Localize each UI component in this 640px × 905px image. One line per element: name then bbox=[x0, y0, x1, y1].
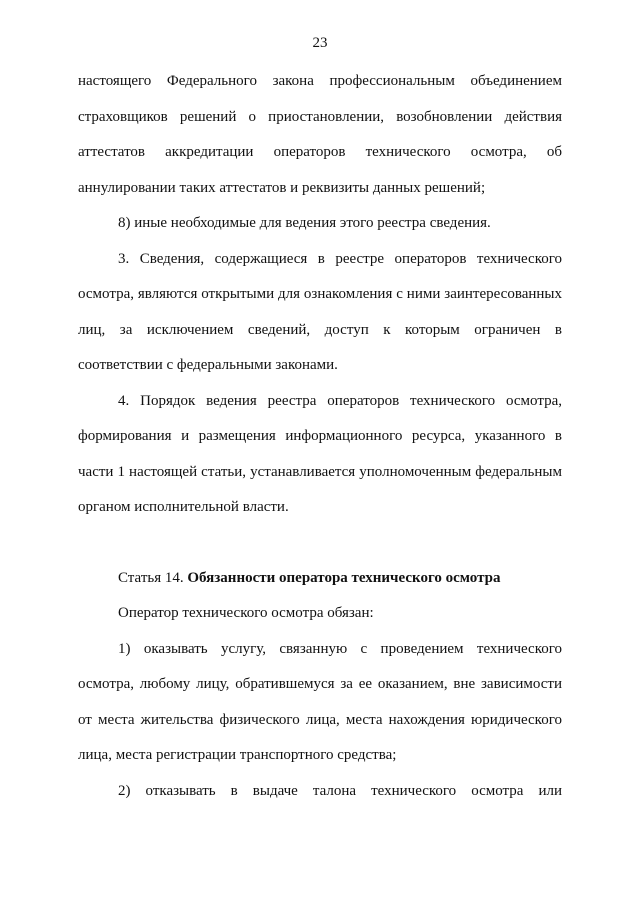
paragraph-item-8: 8) иные необходимые для ведения этого реестра сведения. bbox=[118, 215, 491, 231]
article-intro: Оператор технического осмотра обязан: bbox=[118, 605, 374, 621]
article-item-1: 1) оказывать услугу, связанную с проведением технического осмотра, любому лицу, обратившемуся за ее оказанием, вне зависимости от места жительства физического лица, места нахождения юридического лица, места регистрации транспортного средства; bbox=[78, 640, 562, 763]
article-title: Обязанности оператора технического осмотра bbox=[187, 569, 501, 586]
page-number: 23 bbox=[312, 35, 328, 51]
paragraph-continuation: настоящего Федерального закона профессиональным объединением страховщиков решений о приостановлении, возобновлении действия аттестатов аккредитации операторов технического осмотра, об аннулировании таких аттестатов и реквизиты данных решений; bbox=[78, 73, 562, 196]
document-body bbox=[78, 64, 562, 809]
article-item-2: 2) отказывать в выдаче талона технического осмотра или bbox=[118, 782, 562, 799]
paragraph-section-4: 4. Порядок ведения реестра операторов технического осмотра, формирования и размещения информационного ресурса, указанного в части 1 настоящей статьи, устанавливается уполномоченным федеральным органом исполнительной власти. bbox=[78, 392, 562, 515]
paragraph-section-3: 3. Сведения, содержащиеся в реестре операторов технического осмотра, являются открытыми для ознакомления с ними заинтересованных лиц, за исключением сведений, доступ к которым ограничен в соответствии с федеральными законами. bbox=[78, 250, 562, 373]
article-heading bbox=[78, 561, 562, 597]
section-spacer bbox=[78, 526, 562, 561]
article-label: Статья 14. bbox=[118, 569, 184, 586]
